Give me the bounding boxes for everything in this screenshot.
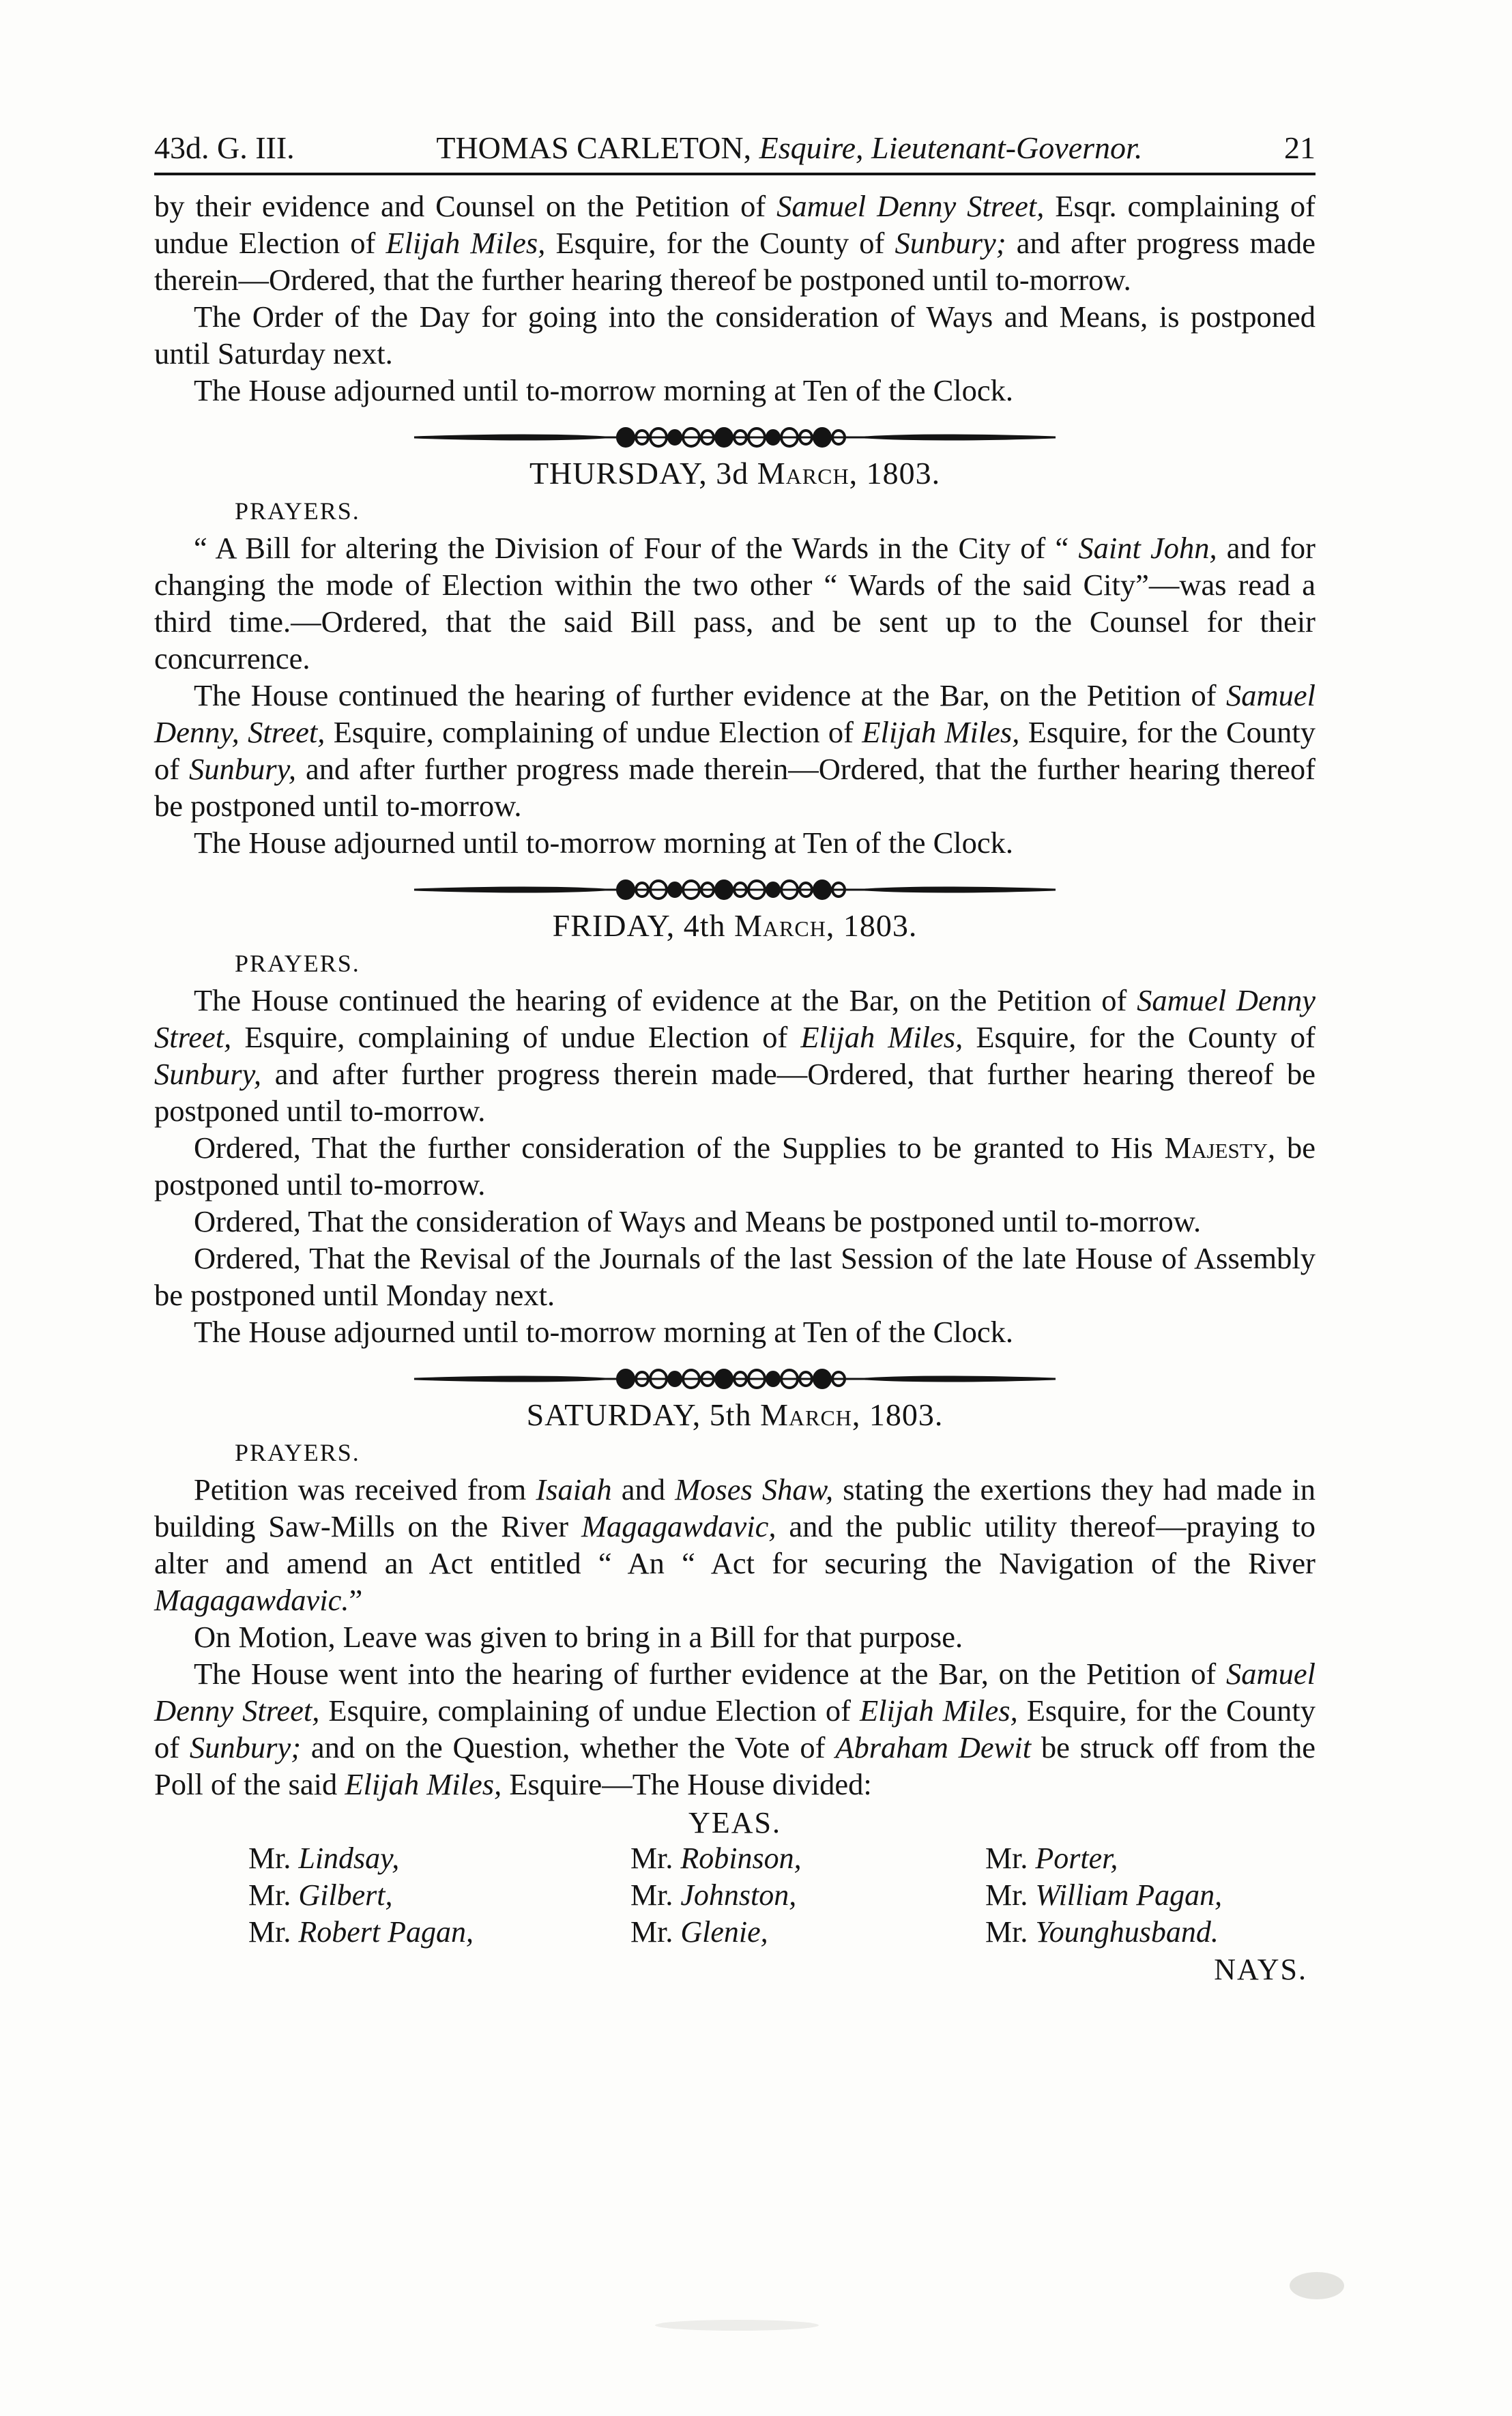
text-run: Esquire, for the County of xyxy=(545,226,895,260)
heading-year: , 1803. xyxy=(849,456,941,491)
yeas-list xyxy=(248,1840,1315,1951)
text-run: Esquire, complaining of undue Election of xyxy=(325,715,862,749)
page-number: 21 xyxy=(1284,130,1315,165)
member-title: Mr. xyxy=(630,1915,681,1949)
ornament-link xyxy=(716,1370,732,1388)
member-title: Mr. xyxy=(985,1915,1036,1949)
heading-date: THURSDAY, 3d xyxy=(529,456,757,491)
friday-paragraph-4: Ordered, That the Revisal of the Journals of the last Session of the late House of Assembly be postponed until Monday next. xyxy=(154,1241,1315,1312)
ornament-link xyxy=(617,428,634,446)
text-run: and after progress made therein—Ordered, that the further hearing thereof be postponed until to-morrow. xyxy=(154,226,1315,297)
text-run: ” xyxy=(349,1583,363,1617)
ornament-link xyxy=(716,881,732,899)
heading-month: March xyxy=(760,1397,852,1432)
yea-member xyxy=(630,1877,985,1914)
ornament-rule xyxy=(401,1365,1069,1393)
member-title: Mr. xyxy=(630,1878,681,1912)
text-run: Esquire, for the County of xyxy=(154,1693,1316,1764)
italic-run: Samuel Denny Street, xyxy=(776,189,1045,223)
section-divider xyxy=(154,1365,1315,1393)
italic-run: Magagawdavic, xyxy=(581,1509,776,1543)
saturday-paragraph-1 xyxy=(154,1471,1315,1618)
friday-section xyxy=(154,945,1315,1350)
intro-paragraph-1 xyxy=(154,188,1315,298)
header-title xyxy=(436,130,1142,166)
print-smudge xyxy=(655,2320,819,2331)
text-run: be struck off from the Poll of the said xyxy=(154,1730,1315,1801)
member-title: Mr. xyxy=(985,1842,1036,1875)
member-title: Mr. xyxy=(248,1878,299,1912)
heading-year: , 1803. xyxy=(852,1397,944,1432)
yea-member xyxy=(630,1914,985,1951)
header-title-office: Esquire, Lieutenant-Governor. xyxy=(759,130,1143,165)
text-run: Esquire—The House divided: xyxy=(501,1767,872,1801)
yea-member xyxy=(985,1877,1367,1914)
ornament-link xyxy=(814,1370,830,1388)
text-run: by their evidence and Counsel on the Petition of xyxy=(154,189,777,223)
ornament-link xyxy=(767,431,779,444)
italic-run: Moses Shaw, xyxy=(675,1472,834,1507)
ornament-link xyxy=(617,881,634,899)
friday-paragraph-1 xyxy=(154,982,1315,1129)
yea-member xyxy=(248,1914,630,1951)
yea-member xyxy=(985,1840,1367,1877)
heading-month: March xyxy=(757,456,849,491)
italic-run: Elijah Miles, xyxy=(859,1693,1018,1728)
nays-heading: NAYS. xyxy=(1214,1953,1307,1986)
journal-page xyxy=(154,130,1315,1987)
text-run: The House continued the hearing of further evidence at the Bar, on the Petition of xyxy=(194,678,1226,712)
text-run: “ A Bill for altering the Division of Four of the Wards in the City of “ xyxy=(194,531,1079,565)
italic-run: Isaiah xyxy=(536,1472,612,1507)
prayers-label: PRAYERS. xyxy=(235,950,360,977)
section-divider xyxy=(154,876,1315,903)
text-run: stating the exertions they had made in building Saw-Mills on the River xyxy=(154,1472,1315,1543)
ornament-link xyxy=(669,883,681,897)
ornament-rule xyxy=(401,424,1069,451)
member-title: Mr. xyxy=(985,1878,1036,1912)
text-run: and the public utility thereof—praying to alter and amend an Act entitled “ An “ Act for securing the Navigation of the River xyxy=(154,1509,1315,1580)
text-run: Esqr. complaining of undue Election of xyxy=(154,189,1316,260)
member-name: Glenie, xyxy=(680,1915,768,1949)
ornament-link xyxy=(716,428,732,446)
prayers-label: PRAYERS. xyxy=(235,497,360,525)
text-run: and for changing the mode of Election within the two other “ Wards of the said City”—was read a third time.—Ordered, that the said Bill pass, and be sent up to the Counsel for their concurrence. xyxy=(154,531,1316,675)
section-divider xyxy=(154,424,1315,451)
text-run: and after further progress made therein—Ordered, that the further hearing thereof be postponed until to-morrow. xyxy=(154,752,1315,823)
italic-run: Sunbury; xyxy=(189,1730,302,1764)
member-name: Lindsay, xyxy=(298,1842,400,1875)
prayers-label: PRAYERS. xyxy=(235,1439,360,1466)
italic-run: Elijah Miles, xyxy=(345,1767,502,1801)
heading-month: March xyxy=(734,908,826,943)
text-run: Esquire, complaining of undue Election of xyxy=(319,1693,860,1728)
member-name: Gilbert, xyxy=(298,1878,393,1912)
print-smudge xyxy=(1290,2272,1344,2299)
ornament-link xyxy=(814,428,830,446)
thursday-paragraph-3: The House adjourned until to-morrow morning at Ten of the Clock. xyxy=(194,826,1014,860)
member-name: Robert Pagan, xyxy=(298,1915,474,1949)
ornament-link xyxy=(767,883,779,897)
italic-run: Saint John, xyxy=(1078,531,1217,565)
italic-run: Sunbury, xyxy=(189,752,297,786)
italic-run: Samuel Denny Street, xyxy=(154,983,1316,1054)
ornament-link xyxy=(767,1372,779,1386)
text-run: and xyxy=(611,1472,675,1507)
yea-member xyxy=(248,1840,630,1877)
saturday-paragraph-3 xyxy=(154,1655,1315,1803)
text-run: , be postponed until to-morrow. xyxy=(154,1131,1315,1202)
heading-date: SATURDAY, 5th xyxy=(526,1397,761,1432)
italic-run: Sunbury; xyxy=(895,226,1006,260)
text-run: The House went into the hearing of further evidence at the Bar, on the Petition of xyxy=(194,1657,1226,1691)
italic-run: Sunbury, xyxy=(154,1057,261,1091)
member-name: Younghusband. xyxy=(1035,1915,1219,1949)
smallcaps-run: Majesty xyxy=(1164,1131,1268,1165)
saturday-section xyxy=(154,1434,1315,1803)
header-title-name: THOMAS CARLETON, xyxy=(436,130,752,165)
text-run: Petition was received from xyxy=(194,1472,536,1507)
member-name: Robinson, xyxy=(680,1842,802,1875)
friday-paragraph-2 xyxy=(154,1129,1315,1203)
saturday-heading xyxy=(154,1397,1315,1433)
italic-run: Samuel Denny Street, xyxy=(154,1657,1315,1728)
intro-paragraph-2: The Order of the Day for going into the consideration of Ways and Means, is postponed until Saturday next. xyxy=(154,300,1315,370)
text-run: Esquire, complaining of undue Election of xyxy=(231,1020,801,1054)
italic-run: Abraham Dewit xyxy=(835,1730,1032,1764)
saturday-paragraph-2: On Motion, Leave was given to bring in a Bill for that purpose. xyxy=(194,1620,963,1654)
running-header xyxy=(154,130,1315,175)
text-run: and on the Question, whether the Vote of xyxy=(301,1730,836,1764)
thursday-heading xyxy=(154,455,1315,491)
yea-member xyxy=(985,1914,1367,1951)
member-title: Mr. xyxy=(248,1915,299,1949)
regnal-year: 43d. G. III. xyxy=(154,130,295,165)
yea-member xyxy=(630,1840,985,1877)
text-run: Esquire, for the County of xyxy=(154,715,1315,786)
text-run: The House continued the hearing of evidence at the Bar, on the Petition of xyxy=(194,983,1137,1017)
thursday-paragraph-1 xyxy=(154,529,1315,677)
intro-section xyxy=(154,188,1315,409)
text-run: and after further progress therein made—Ordered, that further hearing thereof be postponed until to-morrow. xyxy=(154,1057,1315,1128)
ornament-rule xyxy=(401,876,1069,903)
ornament-link xyxy=(669,431,681,444)
heading-date: FRIDAY, 4th xyxy=(552,908,735,943)
text-run: Esquire, for the County of xyxy=(963,1020,1315,1054)
friday-heading xyxy=(154,907,1315,944)
intro-paragraph-3: The House adjourned until to-morrow morning at Ten of the Clock. xyxy=(194,373,1014,407)
thursday-paragraph-2 xyxy=(154,677,1315,824)
member-name: William Pagan, xyxy=(1035,1878,1223,1912)
italic-run: Magagawdavic. xyxy=(154,1583,349,1617)
heading-year: , 1803. xyxy=(826,908,918,943)
ornament-link xyxy=(814,881,830,899)
member-title: Mr. xyxy=(630,1842,681,1875)
italic-run: Samuel Denny, Street, xyxy=(154,678,1315,749)
member-name: Porter, xyxy=(1035,1842,1118,1875)
member-title: Mr. xyxy=(248,1842,299,1875)
yea-member xyxy=(248,1877,630,1914)
ornament-link xyxy=(617,1370,634,1388)
ornament-link xyxy=(669,1372,681,1386)
friday-paragraph-3: Ordered, That the consideration of Ways and Means be postponed until to-morrow. xyxy=(194,1204,1202,1238)
yeas-heading: YEAS. xyxy=(688,1806,781,1839)
friday-paragraph-5: The House adjourned until to-morrow morning at Ten of the Clock. xyxy=(194,1315,1014,1349)
italic-run: Elijah Miles, xyxy=(862,715,1020,749)
text-run: Ordered, That the further consideration of the Supplies to be granted to His xyxy=(194,1131,1165,1165)
thursday-section xyxy=(154,493,1315,861)
member-name: Johnston, xyxy=(680,1878,797,1912)
italic-run: Elijah Miles, xyxy=(386,226,546,260)
italic-run: Elijah Miles, xyxy=(800,1020,963,1054)
